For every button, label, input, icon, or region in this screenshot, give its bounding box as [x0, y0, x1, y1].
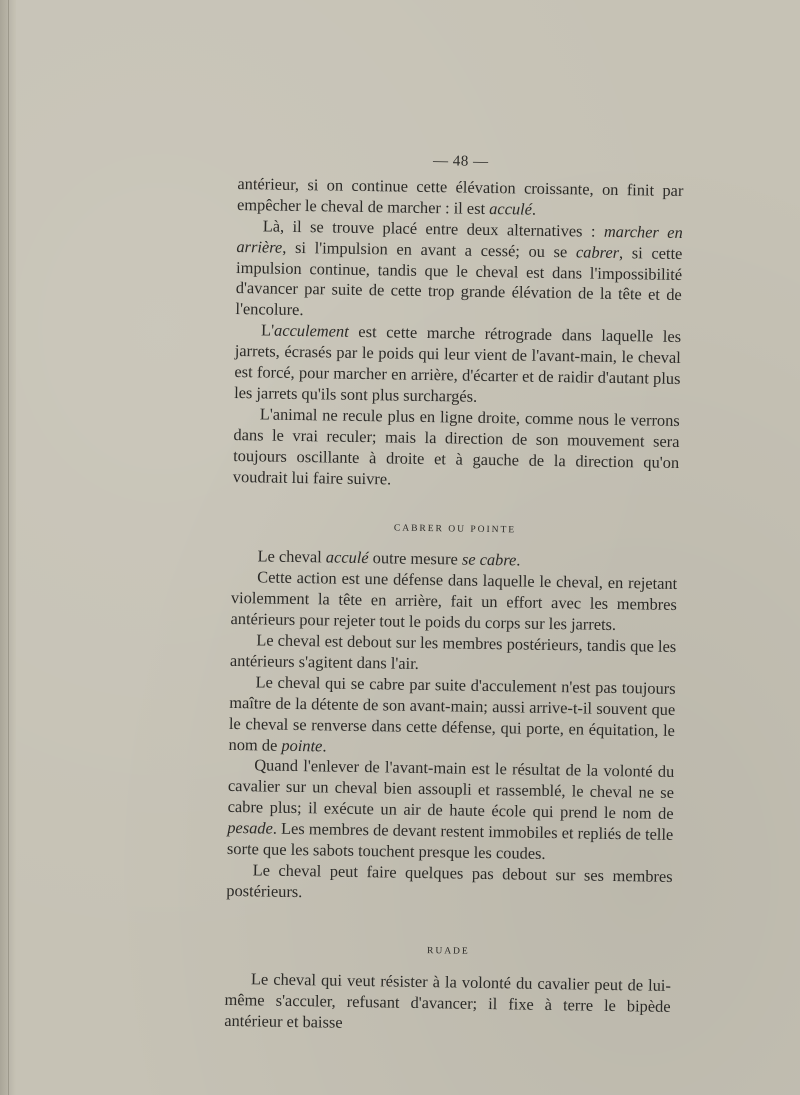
- section-heading: CABRER OU POINTE: [393, 522, 517, 535]
- paragraph: Le cheval qui veut résister à la volonté du cavalier peut de lui-même s'acculer, refusant d'avancer; il fixe à terre le bipède antérieur et baisse: [224, 969, 672, 1032]
- italic-term: cabrer: [575, 241, 620, 262]
- text-run: , si cette impulsion continue, tandis que le cheval est dans l'impossibilité d'avancer par suite de cette trop grande élévation de la tête et de l'encolure.: [235, 242, 683, 320]
- paragraph: Cette action est une défense dans laquelle le cheval, en rejetant violemment la tête en arrière, fait un effort avec les membres antérieurs pour rejeter tout le poids du corps sur les jarrets.: [230, 567, 678, 635]
- text-run: Là, il se trouve placé entre deux alternatives :: [262, 216, 605, 241]
- italic-term: acculement: [273, 320, 349, 342]
- page-number: — 48 —: [432, 153, 489, 170]
- paragraph: [228, 672, 675, 763]
- italic-term: acculé: [325, 547, 369, 568]
- text-run: .: [516, 550, 521, 570]
- italic-term: se cabre: [461, 549, 517, 570]
- paragraph: [227, 755, 675, 867]
- text-run: antérieur, si on continue cette élévation croissante, on finit par empêcher le cheval de marcher : il est: [236, 173, 684, 218]
- section-heading: RUADE: [426, 945, 470, 957]
- text-run: .: [322, 735, 327, 756]
- paragraph: Le cheval est debout sur les membres postérieurs, tandis que les antérieurs s'agitent dans l'air.: [229, 630, 677, 673]
- text-run: Le cheval qui se cabre par suite d'acculement n'est pas toujours maître de la détente de son avant-main; aussi arrive-t-il souvent que le cheval se renverse dans cette défense, qui porte, en équitation, le nom de: [228, 672, 676, 755]
- text-run: .: [531, 199, 537, 219]
- paragraph: [237, 174, 684, 223]
- paragraph: [234, 320, 681, 411]
- page-binding-edge: [0, 0, 16, 1095]
- text-run: Quand l'enlever de l'avant-main est le résultat de la volonté du cavalier sur un cheval bien assoupli et rassemblé, le cheval ne se cabre plus; il exécute un air de haute école qui prend le nom de: [227, 755, 675, 824]
- paragraph: L'animal ne recule plus en ligne droite, comme nous le verrons dans le vrai reculer; mais la direction de son mouvement sera toujours oscillante à droite et à gauche de la direction qu'on voudrait lui faire suivre.: [232, 404, 680, 489]
- text-run: outre mesure: [368, 548, 463, 569]
- paragraph: [235, 216, 683, 328]
- italic-term: acculé: [489, 198, 533, 219]
- text-run: . Les membres de devant restent immobiles et repliés de telle sorte que les sabots touchent presque les coudes.: [226, 818, 674, 864]
- text-block: [224, 148, 684, 1038]
- italic-term: pesade: [227, 818, 273, 838]
- text-run: est cette marche rétrograde dans laquelle les jarrets, écrasés par le poids qui leur vient de l'avant-main, le cheval est forcé, pour marcher en arrière, d'écarter et de raidir d'autant plus les jarrets qu'ils sont plus surchargés.: [234, 322, 682, 406]
- text-run: , si l'impulsion en avant a cessé; ou se: [282, 237, 577, 261]
- italic-term: pointe: [281, 735, 323, 755]
- text-run: L': [260, 320, 275, 340]
- text-run: Le cheval: [257, 546, 326, 567]
- italic-term: marcher en arrière: [236, 221, 683, 257]
- paragraph: Le cheval peut faire quelques pas debout sur ses membres postérieurs.: [226, 860, 673, 902]
